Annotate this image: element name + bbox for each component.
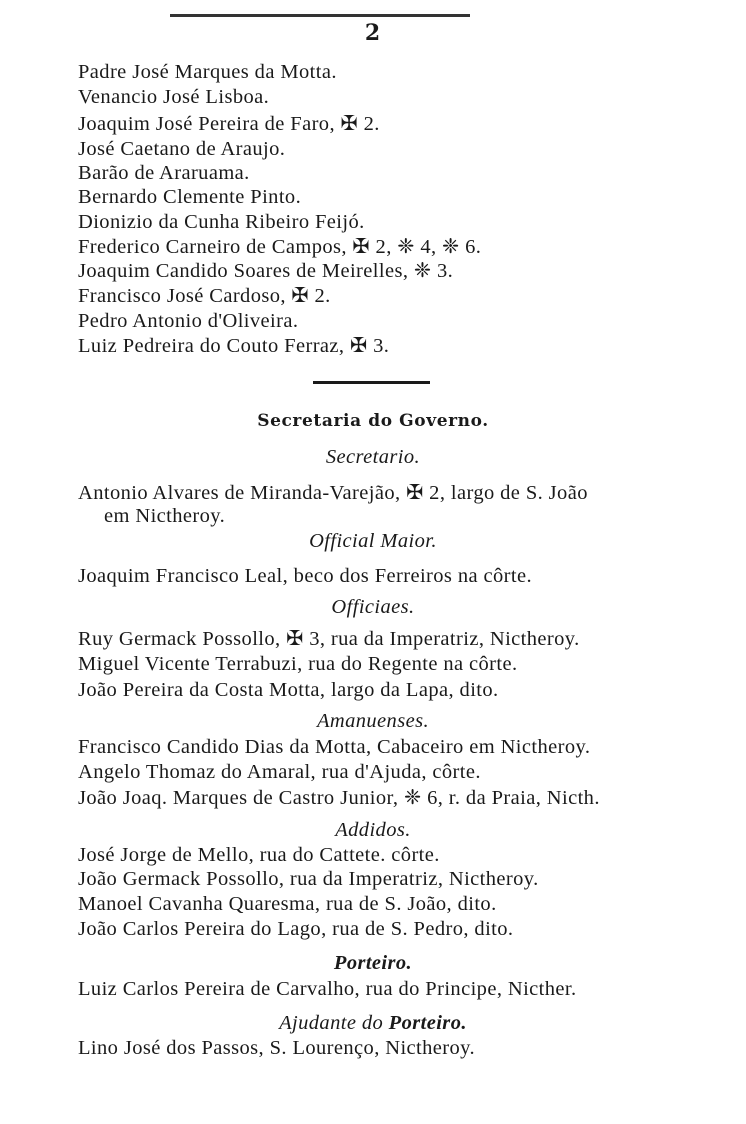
ajudante-heading <box>0 1011 746 1035</box>
addidos-entry: João Carlos Pereira do Lago, rua de S. Pedro, dito. <box>78 918 514 940</box>
amanuenses-entry: Angelo Thomaz do Amaral, rua d'Ajuda, côrte. <box>78 761 481 783</box>
officiaes-heading: Officiaes. <box>331 596 415 618</box>
officiaes-entry: Miguel Vicente Terrabuzi, rua do Regente na côrte. <box>78 653 518 675</box>
member-line: Padre José Marques da Motta. <box>78 61 337 83</box>
secretario-heading: Secretario. <box>325 446 421 468</box>
member-line: Joaquim Candido Soares de Meirelles, ❈ 3. <box>78 260 454 282</box>
officiaes-entry: Ruy Germack Possollo, ✠ 3, rua da Imperatriz, Nictheroy. <box>78 628 580 650</box>
member-line: Joaquim José Pereira de Faro, ✠ 2. <box>78 113 380 135</box>
officiaes-entry: João Pereira da Costa Motta, largo da Lapa, dito. <box>78 679 499 701</box>
amanuenses-entry: João Joaq. Marques de Castro Junior, ❈ 6, r. da Praia, Nicth. <box>78 787 600 809</box>
amanuenses-entry: Francisco Candido Dias da Motta, Cabaceiro em Nictheroy. <box>78 736 591 758</box>
amanuenses-heading: Amanuenses. <box>316 710 429 732</box>
member-line: Venancio José Lisboa. <box>78 86 270 108</box>
ajudante-heading-italic: Ajudante do <box>279 1012 389 1034</box>
addidos-entry: João Germack Possollo, rua da Imperatriz, Nictheroy. <box>78 868 539 890</box>
section-title: Secretaria do Governo. <box>257 411 489 431</box>
top-rule <box>170 14 470 17</box>
ajudante-entry: Lino José dos Passos, S. Lourenço, Nictheroy. <box>78 1037 476 1059</box>
addidos-entry: Manoel Cavanha Quaresma, rua de S. João, dito. <box>78 893 497 915</box>
official-maior-entry: Joaquim Francisco Leal, beco dos Ferreiros na côrte. <box>78 565 533 587</box>
page-number: 2 <box>364 20 382 46</box>
addidos-heading: Addidos. <box>335 819 411 841</box>
member-line: Pedro Antonio d'Oliveira. <box>78 310 299 332</box>
secretario-entry-continuation: em Nictheroy. <box>104 505 226 527</box>
member-line: Frederico Carneiro de Campos, ✠ 2, ❈ 4, ❈ 6. <box>78 236 482 258</box>
porteiro-entry: Luiz Carlos Pereira de Carvalho, rua do Principe, Nicther. <box>78 978 577 1000</box>
ajudante-heading-bold: Porteiro. <box>388 1012 467 1034</box>
secretario-entry: Antonio Alvares de Miranda-Varejão, ✠ 2, largo de S. João <box>78 482 588 504</box>
addidos-entry: José Jorge de Mello, rua do Cattete. côrte. <box>78 844 440 866</box>
member-line: José Caetano de Araujo. <box>78 138 286 160</box>
member-line: Dionizio da Cunha Ribeiro Feijó. <box>78 211 365 233</box>
member-line: Barão de Araruama. <box>78 162 250 184</box>
member-line: Luiz Pedreira do Couto Ferraz, ✠ 3. <box>78 335 390 357</box>
porteiro-heading: Porteiro. <box>333 952 413 974</box>
member-line: Francisco José Cardoso, ✠ 2. <box>78 285 331 307</box>
member-line: Bernardo Clemente Pinto. <box>78 186 302 208</box>
official-maior-heading: Official Maior. <box>309 530 437 552</box>
section-divider <box>313 381 430 384</box>
